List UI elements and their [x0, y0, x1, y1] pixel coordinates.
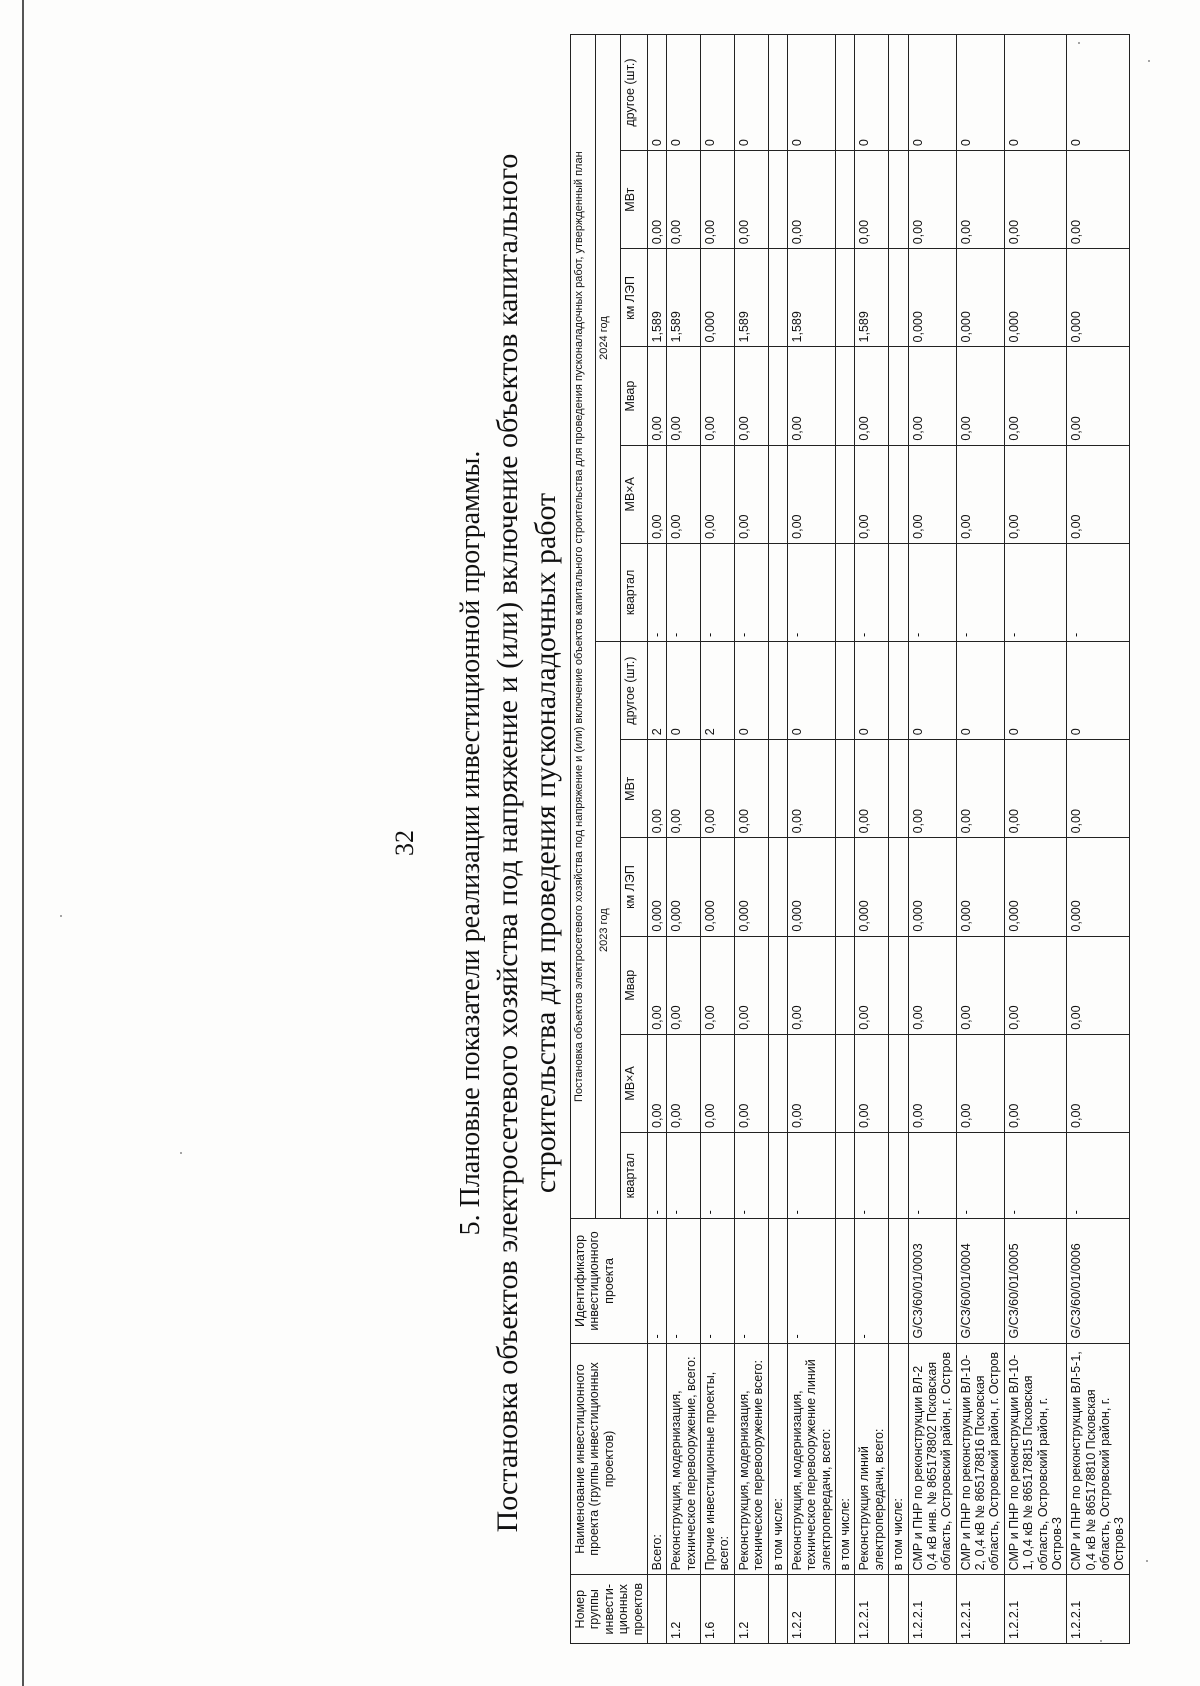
investment-program-table	[570, 34, 1130, 1644]
row-value-cell	[768, 1132, 787, 1218]
row-value-cell: -	[734, 1132, 768, 1218]
row-value-cell	[889, 1034, 908, 1132]
row-value-cell: 0	[1067, 642, 1130, 740]
col-header-mva-2024: МВ×А	[620, 445, 647, 543]
col-header-other-2023: другое (шт.)	[620, 642, 647, 740]
row-group-number: 1.2.2.1	[1004, 1575, 1067, 1644]
row-value-cell: 0,000	[855, 838, 889, 936]
row-value-cell	[768, 838, 787, 936]
row-value-cell: 0,00	[855, 347, 889, 445]
row-value-cell	[836, 35, 855, 151]
row-value-cell: -	[956, 1132, 1004, 1218]
table-row	[908, 35, 956, 1644]
row-value-cell: 1,589	[855, 249, 889, 347]
row-value-cell	[836, 642, 855, 740]
row-value-cell: 0	[956, 35, 1004, 151]
row-value-cell: 0,000	[701, 838, 735, 936]
row-identifier: -	[647, 1219, 666, 1343]
col-header-mva-2023: МВ×А	[620, 1034, 647, 1132]
row-value-cell: 0,000	[1004, 838, 1067, 936]
row-value-cell: -	[667, 1132, 701, 1218]
row-value-cell: 2	[701, 642, 735, 740]
row-value-cell: -	[647, 543, 666, 641]
row-value-cell: 0,00	[787, 151, 835, 249]
row-value-cell: 0,00	[787, 347, 835, 445]
row-value-cell: 0,00	[647, 1034, 666, 1132]
row-value-cell	[768, 249, 787, 347]
table-title-line-1: Постановка объектов электросетевого хозяйства под напряжение и (или) включение объектов капитального	[491, 153, 524, 1533]
row-value-cell	[768, 35, 787, 151]
row-group-number	[889, 1575, 908, 1644]
row-value-cell: 0	[1004, 35, 1067, 151]
row-group-number: 1.2.2.1	[855, 1575, 889, 1644]
row-group-number: 1.2.2.1	[908, 1575, 956, 1644]
row-value-cell: 0,00	[667, 445, 701, 543]
row-value-cell: 0	[1004, 642, 1067, 740]
row-value-cell	[768, 151, 787, 249]
row-value-cell	[889, 151, 908, 249]
col-header-mw-2024: МВт	[620, 151, 647, 249]
row-value-cell: 2	[647, 642, 666, 740]
row-group-number	[647, 1575, 666, 1644]
row-value-cell: 0	[908, 642, 956, 740]
row-identifier	[836, 1219, 855, 1343]
row-project-name: в том числе:	[768, 1343, 787, 1575]
header-project-name: Наименование инвестиционного проекта (группы инвестиционных проектов)	[571, 1343, 648, 1575]
row-value-cell: 1,589	[647, 249, 666, 347]
col-header-mw-2023: МВт	[620, 740, 647, 838]
row-identifier	[889, 1219, 908, 1343]
row-value-cell: -	[908, 543, 956, 641]
row-project-name: СМР и ПНР по реконструкции ВЛ-10-2, 0,4 кВ № 865178816 Псковская область, Островский район, г. Остров	[956, 1343, 1004, 1575]
row-value-cell: 0,00	[1004, 151, 1067, 249]
row-value-cell	[836, 249, 855, 347]
row-value-cell	[889, 642, 908, 740]
row-value-cell: 0,000	[1004, 249, 1067, 347]
row-value-cell: 0,00	[908, 740, 956, 838]
table-row	[787, 35, 835, 1644]
row-value-cell: 0	[855, 642, 889, 740]
row-value-cell: -	[908, 1132, 956, 1218]
row-value-cell	[768, 445, 787, 543]
row-value-cell: 0,00	[787, 936, 835, 1034]
row-value-cell	[889, 249, 908, 347]
row-value-cell: 0,00	[908, 151, 956, 249]
row-value-cell	[836, 543, 855, 641]
row-group-number: 1.2.2.1	[1067, 1575, 1130, 1644]
row-value-cell: 0,00	[734, 151, 768, 249]
row-value-cell: 0,00	[787, 1034, 835, 1132]
row-value-cell: -	[956, 543, 1004, 641]
row-value-cell: -	[667, 543, 701, 641]
row-value-cell: 0,00	[956, 445, 1004, 543]
row-identifier: -	[667, 1219, 701, 1343]
col-header-quarter-2024: квартал	[620, 543, 647, 641]
row-value-cell	[768, 1034, 787, 1132]
col-header-mvar-2024: Мвар	[620, 347, 647, 445]
row-value-cell: 0,00	[647, 445, 666, 543]
row-value-cell	[836, 347, 855, 445]
row-identifier	[768, 1219, 787, 1343]
row-value-cell: 0	[787, 35, 835, 151]
row-value-cell: -	[1004, 1132, 1067, 1218]
row-value-cell: 0,00	[667, 347, 701, 445]
table-row	[956, 35, 1004, 1644]
row-identifier: G/C3/60/01/0005	[1004, 1219, 1067, 1343]
col-header-mvar-2023: Мвар	[620, 936, 647, 1034]
row-identifier: -	[734, 1219, 768, 1343]
row-value-cell: 0,00	[701, 347, 735, 445]
row-value-cell: 0,00	[1004, 740, 1067, 838]
table-row	[701, 35, 735, 1644]
header-year-2024: 2024 год	[595, 35, 620, 642]
row-value-cell: 0,000	[701, 249, 735, 347]
row-value-cell: 0,00	[1067, 936, 1130, 1034]
row-value-cell: 0	[908, 35, 956, 151]
row-value-cell: 0,00	[701, 1034, 735, 1132]
row-identifier: -	[855, 1219, 889, 1343]
row-project-name: Реконструкция линий электропередачи, всего:	[855, 1343, 889, 1575]
row-value-cell	[768, 543, 787, 641]
row-value-cell: 0,00	[855, 936, 889, 1034]
row-value-cell: 0,000	[1067, 838, 1130, 936]
row-value-cell: 0,00	[734, 936, 768, 1034]
row-value-cell	[889, 445, 908, 543]
row-value-cell	[836, 838, 855, 936]
row-value-cell	[889, 740, 908, 838]
row-value-cell: 0,00	[1004, 936, 1067, 1034]
row-value-cell: 0,00	[908, 936, 956, 1034]
table-row	[734, 35, 768, 1644]
row-value-cell: 0,00	[1067, 445, 1130, 543]
table-row	[836, 35, 855, 1644]
table-row	[1067, 35, 1130, 1644]
row-value-cell	[768, 740, 787, 838]
row-value-cell	[889, 936, 908, 1034]
table-title-line-2: строительства для проведения пусконаладочных работ	[529, 492, 562, 1194]
row-value-cell: 0	[956, 642, 1004, 740]
row-project-name: Всего:	[647, 1343, 666, 1575]
row-value-cell: 0,00	[734, 740, 768, 838]
row-value-cell: 0	[647, 35, 666, 151]
row-project-name: Прочие инвестиционные проекты, всего:	[701, 1343, 735, 1575]
row-project-name: Реконструкция, модернизация, техническое перевооружение, всего:	[667, 1343, 701, 1575]
row-value-cell: 0,00	[701, 445, 735, 543]
row-value-cell: 0,000	[908, 838, 956, 936]
row-value-cell: 0	[734, 35, 768, 151]
row-value-cell	[889, 1132, 908, 1218]
row-value-cell: 0,00	[734, 1034, 768, 1132]
header-identifier: Идентификатор инвестиционного проекта	[571, 1219, 648, 1343]
row-value-cell: 0,00	[1067, 347, 1130, 445]
row-value-cell: 0,00	[1004, 347, 1067, 445]
row-identifier: -	[787, 1219, 835, 1343]
row-value-cell: 1,589	[734, 249, 768, 347]
row-value-cell: 0,00	[1067, 740, 1130, 838]
row-value-cell: 0,00	[956, 1034, 1004, 1132]
row-value-cell: 0,00	[787, 445, 835, 543]
row-value-cell: 0,00	[855, 740, 889, 838]
row-value-cell: 0,00	[908, 445, 956, 543]
row-value-cell	[836, 740, 855, 838]
table-row	[889, 35, 908, 1644]
row-value-cell	[889, 838, 908, 936]
row-project-name: СМР и ПНР по реконструкции ВЛ-10-1, 0,4 кВ № 865178815 Псковская область, Островский район, г. Остров-3	[1004, 1343, 1067, 1575]
page-number: 32	[390, 830, 419, 856]
table-row	[768, 35, 787, 1644]
row-value-cell: 0,00	[667, 936, 701, 1034]
col-header-km-2023: км ЛЭП	[620, 838, 647, 936]
row-project-name: СМР и ПНР по реконструкции ВЛ-2 0,4 кВ инв. № 865178802 Псковская область, Островский район, г. Остров	[908, 1343, 956, 1575]
row-project-name: СМР и ПНР по реконструкции ВЛ-5-1, 0,4 кВ № 865178810 Псковская область, Островский район, г. Остров-3	[1067, 1343, 1130, 1575]
row-value-cell: 0,00	[855, 1034, 889, 1132]
row-value-cell	[768, 642, 787, 740]
row-value-cell: 0,00	[855, 445, 889, 543]
row-value-cell: 0,000	[908, 249, 956, 347]
section-title: 5. Плановые показатели реализации инвестиционной программы.	[455, 450, 486, 1236]
row-value-cell: -	[734, 543, 768, 641]
table-row	[1004, 35, 1067, 1644]
row-value-cell: -	[701, 1132, 735, 1218]
row-group-number: 1.6	[701, 1575, 735, 1644]
row-value-cell	[889, 35, 908, 151]
row-value-cell: 0,000	[667, 838, 701, 936]
row-identifier: G/C3/60/01/0003	[908, 1219, 956, 1343]
header-main: Постановка объектов электросетевого хозяйства под напряжение и (или) включение объектов капитального строительства для проведения пусконаладочных работ, утвержденный план	[571, 35, 596, 1219]
row-value-cell: 0,00	[1067, 1034, 1130, 1132]
row-value-cell: -	[701, 543, 735, 641]
row-value-cell	[836, 445, 855, 543]
row-value-cell: 0,00	[647, 347, 666, 445]
row-value-cell	[836, 1132, 855, 1218]
row-value-cell: 0,000	[647, 838, 666, 936]
row-value-cell: -	[1067, 543, 1130, 641]
row-value-cell: 0,00	[734, 347, 768, 445]
col-header-quarter-2023: квартал	[620, 1132, 647, 1218]
row-value-cell: 1,589	[667, 249, 701, 347]
row-value-cell: 0,00	[647, 740, 666, 838]
row-value-cell: 0,00	[734, 445, 768, 543]
header-group-number: Номер группы инвести-ционных проектов	[571, 1575, 648, 1644]
row-value-cell: 0,000	[1067, 249, 1130, 347]
row-value-cell: 0,00	[701, 936, 735, 1034]
row-value-cell: 0,00	[701, 151, 735, 249]
row-value-cell: 0,00	[667, 740, 701, 838]
row-value-cell: 0,00	[647, 151, 666, 249]
row-value-cell: 0,00	[908, 347, 956, 445]
row-value-cell	[768, 936, 787, 1034]
row-value-cell	[889, 347, 908, 445]
row-project-name: в том числе:	[836, 1343, 855, 1575]
row-value-cell: 0,000	[787, 838, 835, 936]
row-value-cell: 0,00	[956, 936, 1004, 1034]
row-value-cell: 0,00	[1004, 445, 1067, 543]
row-value-cell: -	[855, 1132, 889, 1218]
row-group-number	[768, 1575, 787, 1644]
row-value-cell: 0,00	[855, 151, 889, 249]
row-group-number: 1.2.2.1	[956, 1575, 1004, 1644]
row-value-cell: 0,00	[701, 740, 735, 838]
table-row	[855, 35, 889, 1644]
table-row	[667, 35, 701, 1644]
row-value-cell	[836, 1034, 855, 1132]
row-value-cell: 0,00	[908, 1034, 956, 1132]
row-project-name: в том числе:	[889, 1343, 908, 1575]
row-identifier: G/C3/60/01/0006	[1067, 1219, 1130, 1343]
row-value-cell: 1,589	[787, 249, 835, 347]
row-value-cell: 0,00	[1067, 151, 1130, 249]
col-header-other-2024: другое (шт.)	[620, 35, 647, 151]
row-value-cell: 0	[667, 642, 701, 740]
row-value-cell: 0,00	[667, 1034, 701, 1132]
row-value-cell: 0,00	[1004, 1034, 1067, 1132]
row-identifier: -	[701, 1219, 735, 1343]
row-value-cell: 0,000	[734, 838, 768, 936]
row-value-cell: 0,00	[647, 936, 666, 1034]
row-group-number: 1.2	[734, 1575, 768, 1644]
row-value-cell: 0	[734, 642, 768, 740]
row-value-cell: 0,00	[667, 151, 701, 249]
row-value-cell: -	[647, 1132, 666, 1218]
row-project-name: Реконструкция, модернизация, техническое перевооружение линий электропередачи, всего:	[787, 1343, 835, 1575]
col-header-km-2024: км ЛЭП	[620, 249, 647, 347]
table-row	[647, 35, 666, 1644]
row-value-cell: -	[1004, 543, 1067, 641]
header-year-2023: 2023 год	[595, 642, 620, 1219]
row-value-cell: 0,00	[956, 740, 1004, 838]
row-identifier: G/C3/60/01/0004	[956, 1219, 1004, 1343]
row-value-cell: 0,00	[787, 740, 835, 838]
row-value-cell: -	[855, 543, 889, 641]
row-value-cell: 0	[701, 35, 735, 151]
row-value-cell: -	[787, 1132, 835, 1218]
row-value-cell: 0,000	[956, 838, 1004, 936]
row-value-cell	[836, 936, 855, 1034]
table-body	[647, 35, 1129, 1644]
row-value-cell: 0	[787, 642, 835, 740]
row-value-cell: 0	[855, 35, 889, 151]
row-value-cell: 0	[1067, 35, 1130, 151]
row-value-cell	[768, 347, 787, 445]
row-value-cell: -	[787, 543, 835, 641]
row-group-number: 1.2.2	[787, 1575, 835, 1644]
row-value-cell: 0,00	[956, 347, 1004, 445]
row-project-name: Реконструкция, модернизация, техническое перевооружение всего:	[734, 1343, 768, 1575]
row-value-cell: 0,00	[956, 151, 1004, 249]
row-group-number	[836, 1575, 855, 1644]
row-value-cell: 0	[667, 35, 701, 151]
row-group-number: 1.2	[667, 1575, 701, 1644]
row-value-cell: 0,000	[956, 249, 1004, 347]
row-value-cell	[836, 151, 855, 249]
row-value-cell	[889, 543, 908, 641]
row-value-cell: -	[1067, 1132, 1130, 1218]
